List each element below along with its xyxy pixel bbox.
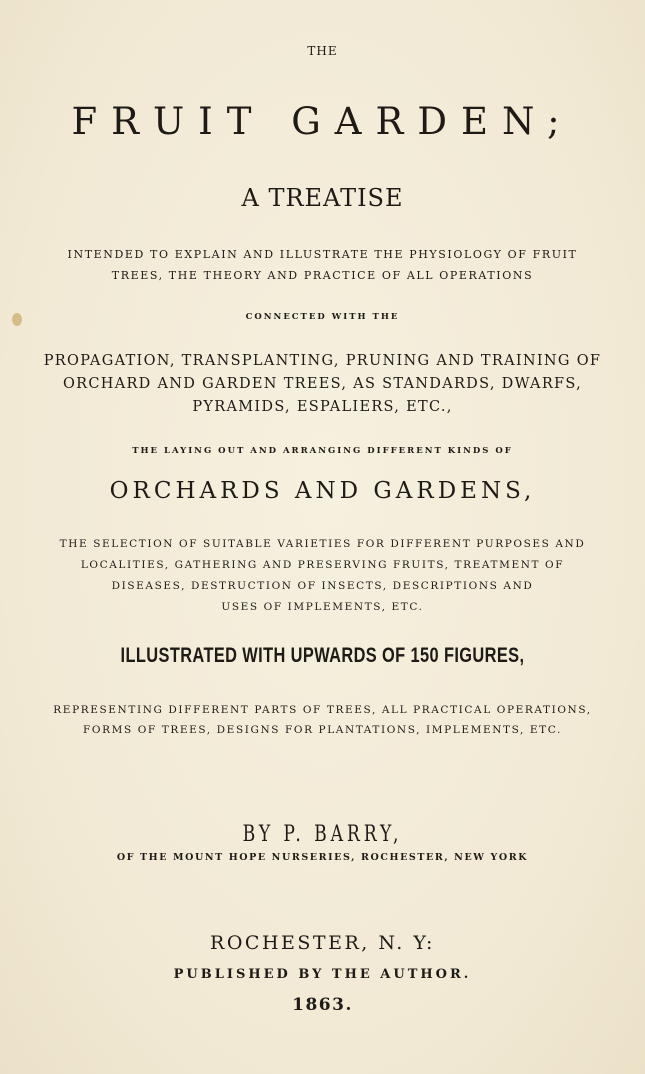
laying-out-line: THE LAYING OUT AND ARRANGING DIFFERENT KINDS OF — [132, 446, 513, 456]
connected-line: CONNECTED WITH THE — [245, 312, 400, 322]
author-line: BY P. BARRY, — [242, 822, 403, 847]
city-line: ROCHESTER, N. Y: — [210, 932, 435, 954]
propagation-line-1: PROPAGATION, TRANSPLANTING, PRUNING AND TRAINING OF — [43, 353, 602, 369]
selection-line-2: LOCALITIES, GATHERING AND PRESERVING FRUITS, TREATMENT OF — [80, 559, 565, 571]
illustrated-line: ILLUSTRATED WITH UPWARDS OF 150 FIGURES, — [120, 644, 525, 667]
orchards-line: ORCHARDS AND GARDENS, — [109, 478, 536, 504]
year-line: 1863. — [292, 995, 353, 1015]
representing-line-2: FORMS OF TREES, DESIGNS FOR PLANTATIONS, IMPLEMENTS, ETC. — [83, 724, 562, 736]
subtitle: A TREATISE — [241, 184, 404, 212]
publisher-line: PUBLISHED BY THE AUTHOR. — [173, 967, 472, 982]
affiliation-line: OF THE MOUNT HOPE NURSERIES, ROCHESTER, NEW YORK — [116, 852, 529, 863]
selection-line-4: USES OF IMPLEMENTS, ETC. — [221, 601, 424, 613]
main-title: FRUIT GARDEN; — [71, 100, 574, 143]
propagation-line-2: ORCHARD AND GARDEN TREES, AS STANDARDS, DWARFS, — [62, 376, 583, 392]
propagation-line-3: PYRAMIDS, ESPALIERS, ETC., — [192, 399, 453, 415]
intended-line-1: INTENDED TO EXPLAIN AND ILLUSTRATE THE PHYSIOLOGY OF FRUIT — [67, 248, 578, 261]
the-line: THE — [307, 44, 338, 58]
representing-line-1: REPRESENTING DIFFERENT PARTS OF TREES, ALL PRACTICAL OPERATIONS, — [53, 704, 592, 716]
selection-line-1: THE SELECTION OF SUITABLE VARIETIES FOR DIFFERENT PURPOSES AND — [59, 538, 586, 550]
selection-line-3: DISEASES, DESTRUCTION OF INSECTS, DESCRIPTIONS AND — [111, 580, 534, 592]
intended-line-2: TREES, THE THEORY AND PRACTICE OF ALL OPERATIONS — [111, 269, 534, 282]
